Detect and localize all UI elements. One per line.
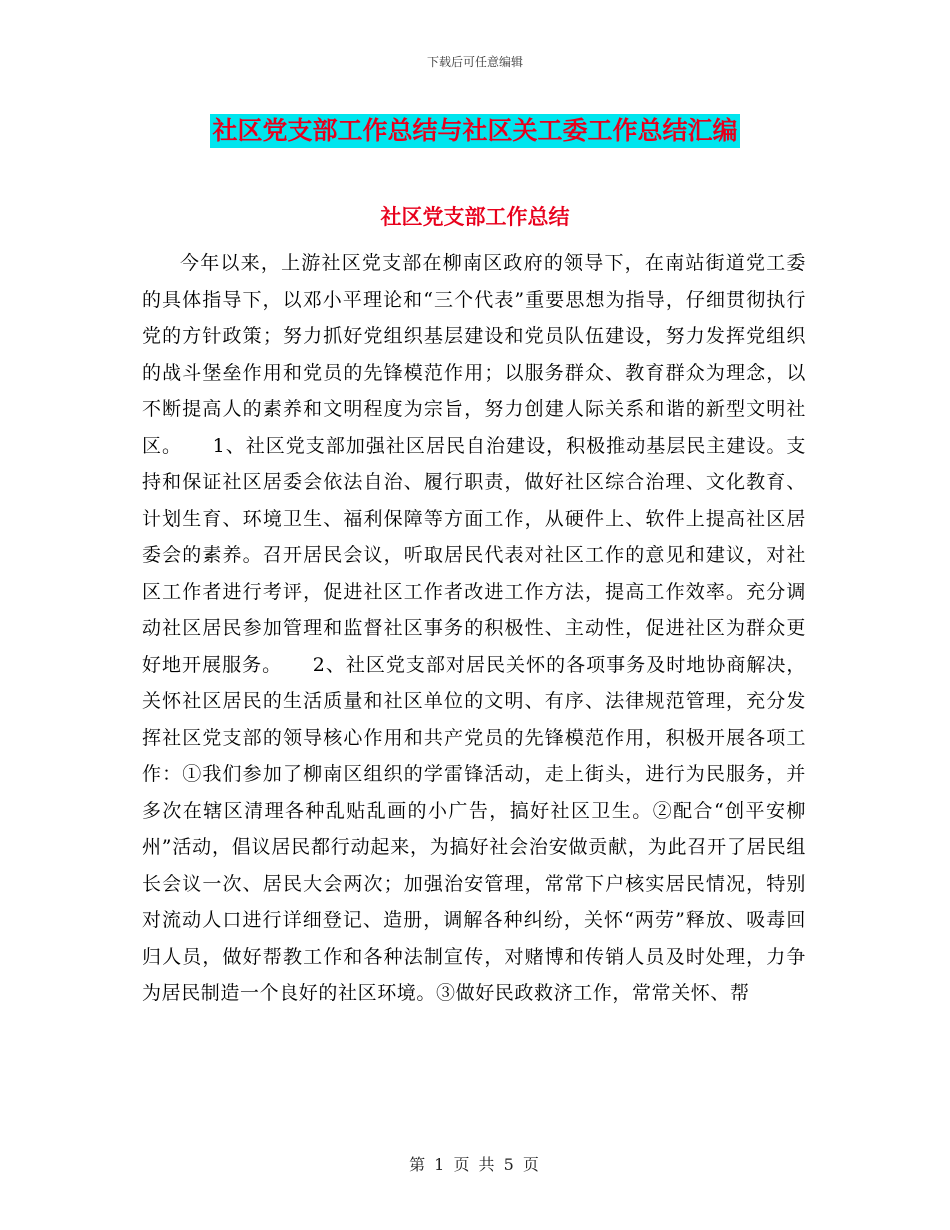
document-title-text: 社区党支部工作总结与社区关工委工作总结汇编 — [210, 114, 739, 148]
page-number-indicator: 第 1 页 共 5 页 — [409, 1155, 541, 1174]
section-title: 社区党支部工作总结 — [380, 204, 570, 229]
body-paragraph: 今年以来，上游社区党支部在柳南区政府的领导下，在南站街道党工委的具体指导下，以邓小平理论和“三个代表”重要思想为指导，仔细贯彻执行党的方针政策；努力抓好党组织基层建设和党员队伍建设，努力发挥党组织的战斗堡垒作用和党员的先锋模范作用；以服务群众、教育群众为理念，以不断提高人的素养和文明程度为宗旨，努力创建人际关系和谐的新型文明社区。 1、社区党支部加强社区居民自治建设，积极推动基层民主建设。支持和保证社区居委会依法自治、履行职责，做好社区综合治理、文化教育、计划生育、环境卫生、福利保障等方面工作，从硬件上、软件上提高社区居委会的素养。召开居民会议，听取居民代表对社区工作的意见和建议，对社区工作者进行考评，促进社区工作者改进工作方法，提高工作效率。充分调动社区居民参加管理和监督社区事务的积极性、主动性，促进社区为群众更好地开展服务。 2、社区党支部对居民关怀的各项事务及时地协商解决，关怀社区居民的生活质量和社区单位的文明、有序、法律规范管理，充分发挥社区党支部的领导核心作用和共产党员的先锋模范作用，积极开展各项工作：①我们参加了柳南区组织的学雷锋活动，走上街头，进行为民服务，并多次在辖区清理各种乱贴乱画的小广告，搞好社区卫生。②配合“创平安柳州”活动，倡议居民都行动起来，为搞好社会治安做贡献，为此召开了居民组长会议一次、居民大会两次；加强治安管理，常常下户核实居民情况，特别对流动人口进行详细登记、造册，调解各种纠纷，关怀“两劳”释放、吸毒回归人员，做好帮教工作和各种法制宣传，对赌博和传销人员及时处理，力争为居民制造一个良好的社区环境。③做好民政救济工作，常常关怀、帮 — [142, 252, 806, 1004]
page-header-note: 下载后可任意编辑 — [426, 55, 523, 69]
document-title — [0, 114, 950, 148]
